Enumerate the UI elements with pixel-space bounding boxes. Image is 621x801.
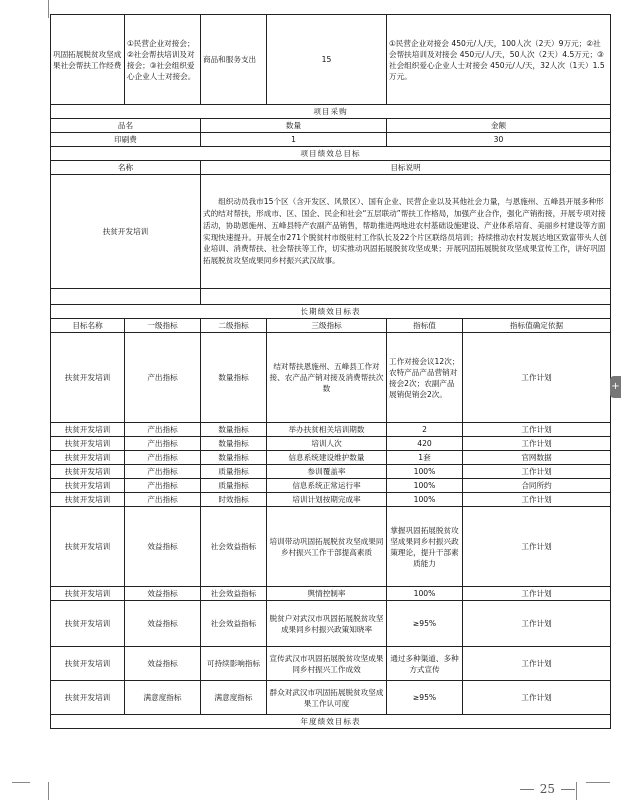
goal-header-name: 名称 — [51, 161, 201, 175]
lt-cell: 2 — [387, 423, 463, 437]
lt-header: 指标值确定依据 — [463, 319, 611, 333]
lt-cell: 工作计划 — [463, 601, 611, 647]
lt-cell: 举办扶贫相关培训期数 — [267, 423, 387, 437]
performance-table — [50, 14, 611, 729]
lt-cell: 产出指标 — [125, 451, 201, 465]
lt-cell: 100% — [387, 493, 463, 507]
crop-mark-bottom-left — [30, 782, 49, 800]
lt-cell: 工作计划 — [463, 465, 611, 479]
lt-cell: 数量指标 — [201, 451, 267, 465]
lt-cell: 效益指标 — [125, 601, 201, 647]
lt-cell: 社会效益指标 — [201, 587, 267, 601]
section-title-procurement: 项目采购 — [51, 105, 611, 119]
lt-cell: 数量指标 — [201, 333, 267, 423]
lt-header: 目标名称 — [51, 319, 125, 333]
lt-cell: 培训人次 — [267, 437, 387, 451]
expense-category-cell: 商品和服务支出 — [201, 15, 267, 105]
procurement-header-item: 品名 — [51, 119, 201, 133]
lt-cell: ≥95% — [387, 681, 463, 715]
lt-cell: 社会效益指标 — [201, 601, 267, 647]
lt-cell: 工作计划 — [463, 507, 611, 587]
lt-cell: 合同所约 — [463, 479, 611, 493]
lt-cell: 质量指标 — [201, 465, 267, 479]
lt-cell: 数量指标 — [201, 423, 267, 437]
procurement-item: 印刷费 — [51, 133, 201, 147]
section-title-long-term: 长期绩效目标表 — [51, 305, 611, 319]
lt-cell: 质量指标 — [201, 479, 267, 493]
table-row — [51, 507, 611, 587]
lt-cell: 工作计划 — [463, 493, 611, 507]
crop-mark-bottom-left-h — [12, 782, 30, 801]
lt-cell: 数量指标 — [201, 437, 267, 451]
table-row — [51, 15, 611, 105]
lt-cell: 扶贫开发培训 — [51, 681, 125, 715]
lt-header: 指标值 — [387, 319, 463, 333]
lt-cell: 100% — [387, 587, 463, 601]
lt-cell: 扶贫开发培训 — [51, 423, 125, 437]
lt-header: 一级指标 — [125, 319, 201, 333]
lt-cell: 100% — [387, 465, 463, 479]
page-number-text: 25 — [539, 782, 555, 796]
lt-cell: 产出指标 — [125, 465, 201, 479]
lt-cell: 工作对接会议12次；农特产品产品营销对接会2次；农副产品展销促销会2次。 — [387, 333, 463, 423]
table-row — [51, 423, 611, 437]
table-row — [51, 647, 611, 681]
lt-cell: 工作计划 — [463, 437, 611, 451]
lt-cell: 扶贫开发培训 — [51, 507, 125, 587]
lt-cell: 工作计划 — [463, 681, 611, 715]
empty-cell — [201, 289, 611, 305]
lt-cell: 舆情控制率 — [267, 587, 387, 601]
lt-cell: 群众对武汉市巩固拓展脱贫攻坚成果工作认可度 — [267, 681, 387, 715]
table-row — [51, 465, 611, 479]
lt-cell: 扶贫开发培训 — [51, 493, 125, 507]
lt-cell: 效益指标 — [125, 587, 201, 601]
crop-mark-bottom-right-h — [586, 782, 610, 801]
lt-cell: 工作计划 — [463, 333, 611, 423]
lt-cell: 可持续影响指标 — [201, 647, 267, 681]
lt-cell: 产出指标 — [125, 333, 201, 423]
procurement-header-amount: 金额 — [387, 119, 611, 133]
table-row — [51, 175, 611, 289]
lt-cell: 1套 — [387, 451, 463, 465]
lt-cell: 培训带动巩固拓展脱贫攻坚成果同乡村振兴工作干部提高素质 — [267, 507, 387, 587]
lt-cell: 产出指标 — [125, 479, 201, 493]
lt-cell: 产出指标 — [125, 437, 201, 451]
lt-cell: 满意度指标 — [201, 681, 267, 715]
table-row — [51, 681, 611, 715]
section-title-overall-goal: 项目绩效总目标 — [51, 147, 611, 161]
lt-cell: 100% — [387, 479, 463, 493]
lt-cell: 扶贫开发培训 — [51, 601, 125, 647]
page-number-dash — [520, 789, 534, 790]
lt-cell: 工作计划 — [463, 423, 611, 437]
lt-cell: 扶贫开发培训 — [51, 647, 125, 681]
lt-cell: 官网数据 — [463, 451, 611, 465]
lt-header: 三级指标 — [267, 319, 387, 333]
table-row — [51, 451, 611, 465]
table-row — [51, 601, 611, 647]
lt-cell: 扶贫开发培训 — [51, 333, 125, 423]
crop-mark-top-left — [30, 0, 49, 18]
page-number — [514, 782, 581, 796]
lt-cell: ≥95% — [387, 601, 463, 647]
lt-cell: 420 — [387, 437, 463, 451]
goal-header-description: 目标说明 — [201, 161, 611, 175]
lt-cell: 扶贫开发培训 — [51, 479, 125, 493]
lt-cell: 产出指标 — [125, 423, 201, 437]
project-name-cell: 巩固拓展脱贫攻坚成果社会帮扶工作经费 — [51, 15, 125, 105]
lt-cell: 效益指标 — [125, 507, 201, 587]
goal-description: 组织动员我市15个区（含开发区、风景区）、国有企业、民营企业以及其他社会力量，与恩施州、五峰县开展多种形式的结对帮扶，形成市、区、国企、民企和社会“五层联动”帮扶工作格局，加强产业合作，强化产销衔接，开展专项对接活动，协助恩施州、五峰县特产农副产品销售，帮助推进两地进农村基础设施建设、产业体系培育、美丽乡村建设等方面实现快速提升。开展全市271个脱贫村市级驻村工作队长及22个片区联络员培训；持续推动农村发展达地区致富带头人创业培训、消费帮扶、社会帮扶等工作，切实推动巩固拓展脱贫攻坚成果；开展巩固拓展脱贫攻坚成果宣传工作，讲好巩固拓展脱贫攻坚成果同乡村振兴武汉故事。 — [201, 175, 611, 289]
table-row — [51, 587, 611, 601]
lt-cell: 效益指标 — [125, 647, 201, 681]
lt-cell: 扶贫开发培训 — [51, 587, 125, 601]
lt-header: 二级指标 — [201, 319, 267, 333]
table-row — [51, 133, 611, 147]
lt-cell: 产出指标 — [125, 493, 201, 507]
plus-icon[interactable]: + — [610, 376, 621, 398]
calculation-basis-cell: ①民营企业对接会 450元/人/天，100人次（2天）9万元；②社会帮扶培训及对接会 450元/人/天，50人次（2天）4.5万元；③社会组织爱心企业人士对接会 450元/人/天，32人次（1天）1.5万元。 — [387, 15, 611, 105]
lt-cell: 结对帮扶恩施州、五峰县工作对接、农产品产销对接及消费帮扶次数 — [267, 333, 387, 423]
lt-cell: 掌握巩固拓展脱贫攻坚成果同乡村振兴政策理论，提升干部素质能力 — [387, 507, 463, 587]
lt-cell: 工作计划 — [463, 647, 611, 681]
table-row — [51, 333, 611, 423]
lt-cell: 满意度指标 — [125, 681, 201, 715]
lt-cell: 工作计划 — [463, 587, 611, 601]
table-row — [51, 493, 611, 507]
empty-cell — [51, 289, 201, 305]
procurement-amount: 30 — [387, 133, 611, 147]
project-content-cell: ①民营企业对接会；②社会帮扶培训及对接会；③社会组织爱心企业人士对接会。 — [125, 15, 201, 105]
lt-cell: 通过多种渠道、多种方式宣传 — [387, 647, 463, 681]
lt-cell: 扶贫开发培训 — [51, 437, 125, 451]
amount-cell: 15 — [267, 15, 387, 105]
table-row — [51, 437, 611, 451]
lt-cell: 信息系统建设维护数量 — [267, 451, 387, 465]
table-row — [51, 479, 611, 493]
procurement-quantity: 1 — [201, 133, 387, 147]
section-title-annual: 年度绩效目标表 — [51, 715, 611, 729]
lt-cell: 培训计划按期完成率 — [267, 493, 387, 507]
lt-cell: 社会效益指标 — [201, 507, 267, 587]
goal-name: 扶贫开发培训 — [51, 175, 201, 289]
lt-cell: 时效指标 — [201, 493, 267, 507]
lt-cell: 信息系统正常运行率 — [267, 479, 387, 493]
lt-cell: 参训覆盖率 — [267, 465, 387, 479]
lt-cell: 脱贫户对武汉市巩固拓展脱贫攻坚成果同乡村振兴政策知晓率 — [267, 601, 387, 647]
lt-cell: 扶贫开发培训 — [51, 465, 125, 479]
lt-cell: 扶贫开发培训 — [51, 451, 125, 465]
procurement-header-quantity: 数量 — [201, 119, 387, 133]
page-number-dash — [561, 789, 575, 790]
lt-cell: 宣传武汉市巩固拓展脱贫攻坚成果同乡村振兴工作成效 — [267, 647, 387, 681]
